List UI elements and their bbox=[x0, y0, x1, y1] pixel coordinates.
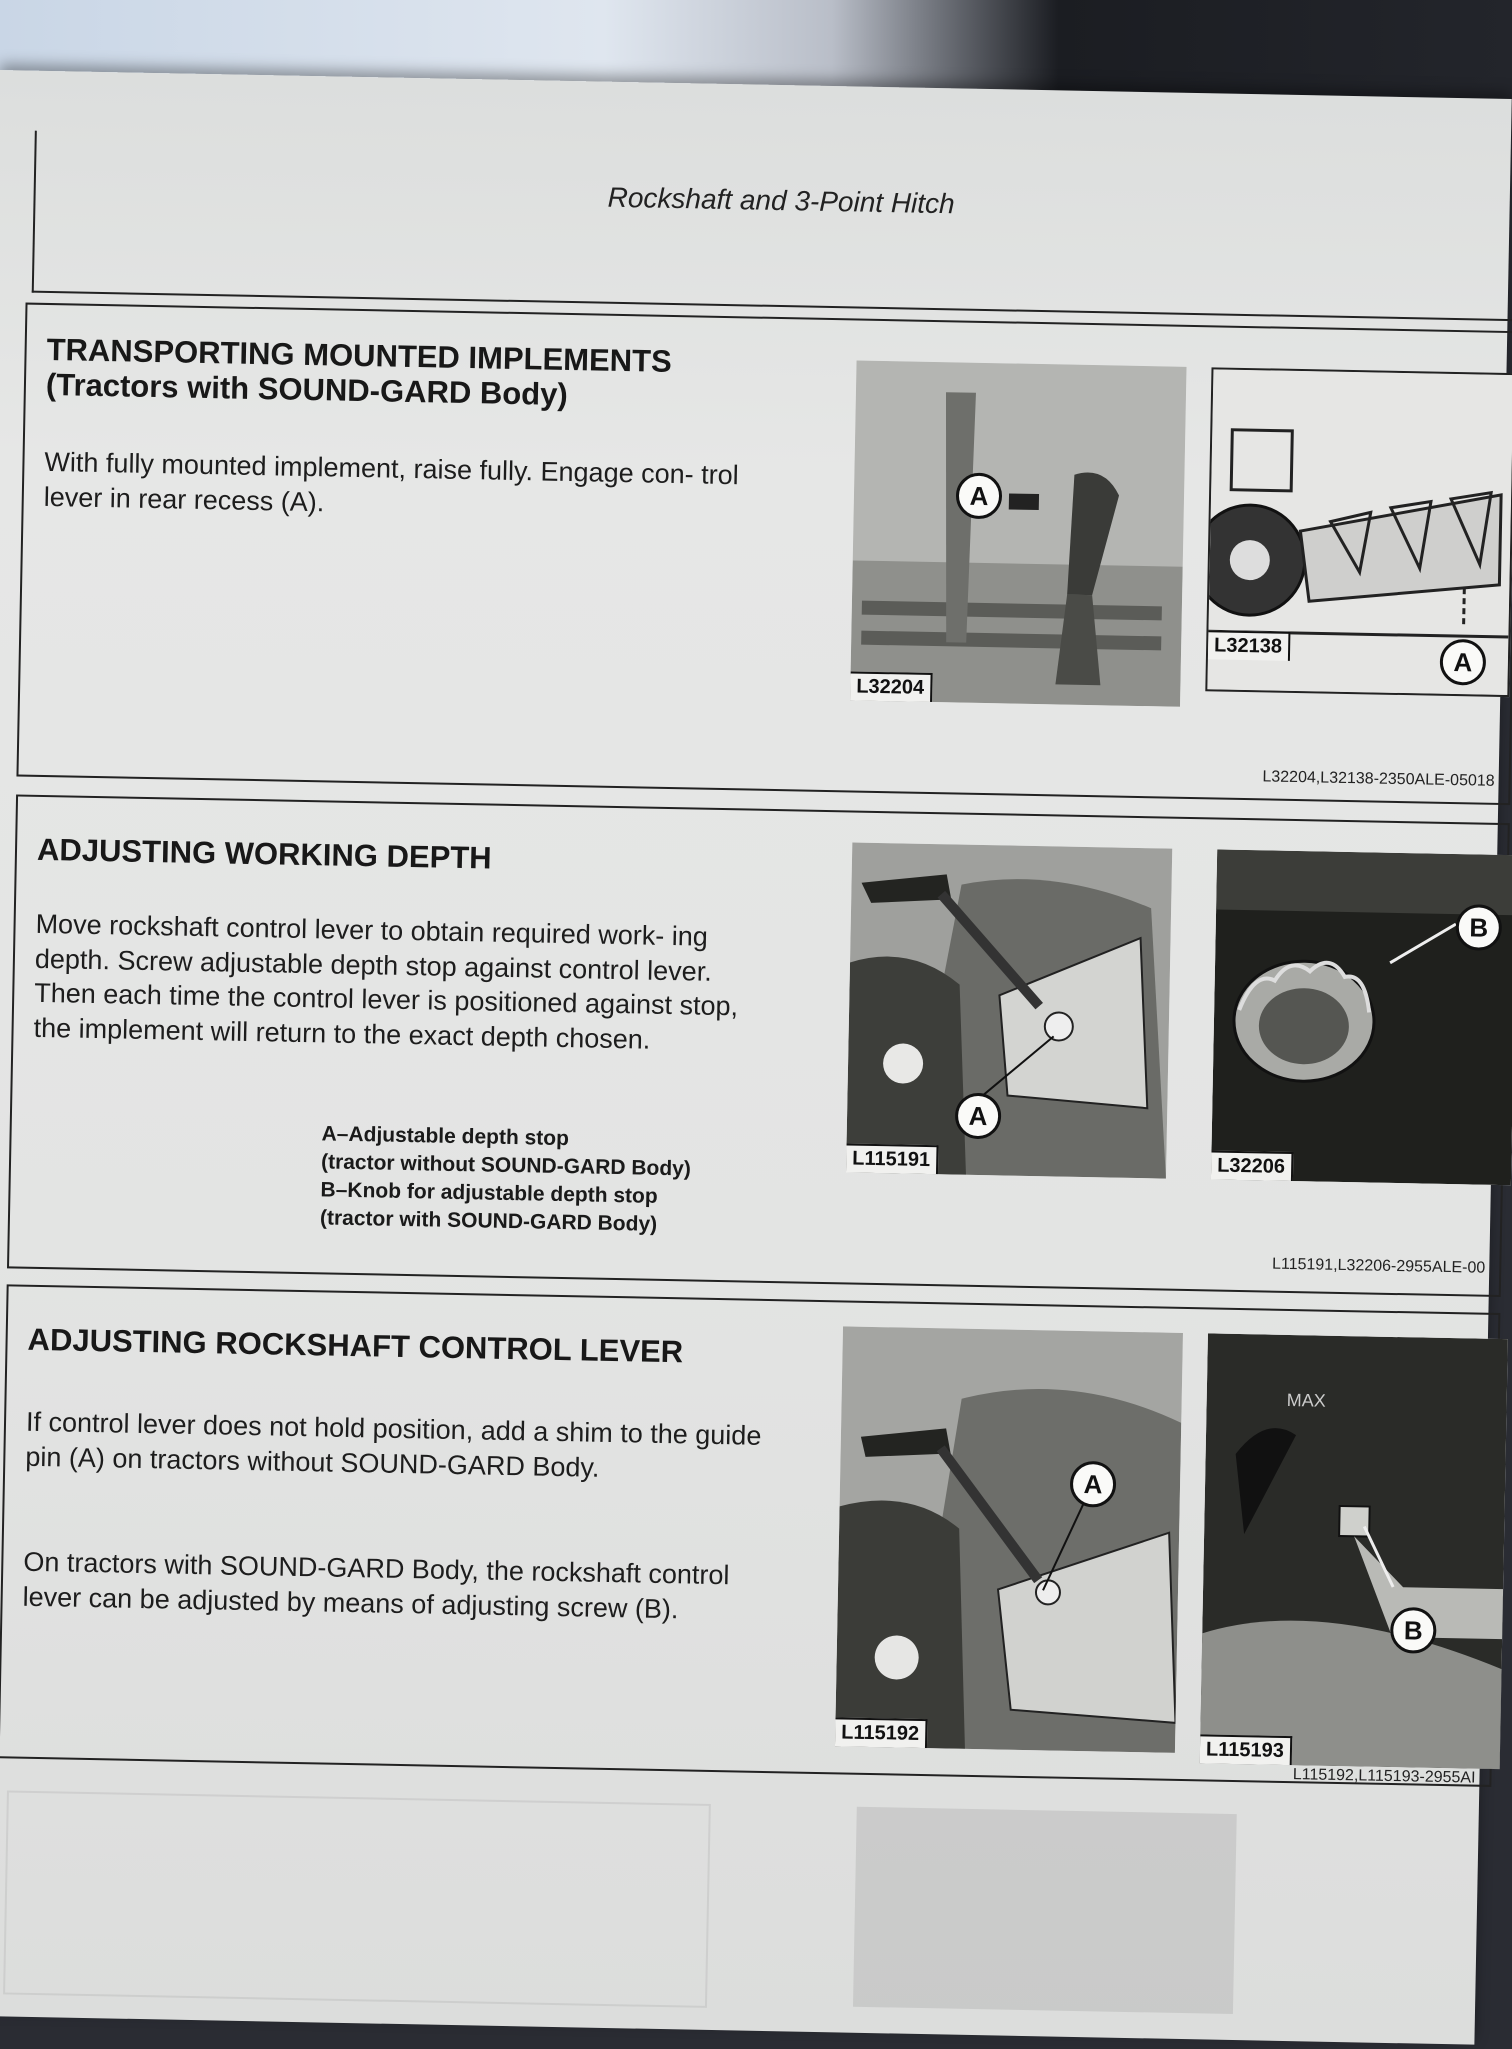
depth-stop-photo bbox=[846, 843, 1172, 1179]
knob-photo bbox=[1211, 850, 1512, 1186]
section-body-paragraph: On tractors with SOUND-GARD Body, the rockshaft control lever can be adjusted by means of adjusting screw (B). bbox=[22, 1546, 730, 1624]
section-transporting-implements bbox=[16, 303, 1512, 806]
callout-b: B bbox=[1390, 1607, 1437, 1654]
section-title: ADJUSTING ROCKSHAFT CONTROL LEVER bbox=[27, 1321, 684, 1370]
figure-photo bbox=[835, 1326, 1183, 1752]
section-title bbox=[46, 333, 672, 414]
faint-figure bbox=[853, 1807, 1237, 2014]
section-body: Move rockshaft control lever to obtain required work- ing depth. Screw adjustable depth stop against control lever. Then each time the control lever is positioned against stop, the implement will return to the exact depth chosen. bbox=[33, 908, 739, 1055]
figure-photo bbox=[850, 360, 1186, 706]
callout-a: A bbox=[1070, 1461, 1117, 1508]
adjusting-screw-photo bbox=[1200, 1333, 1508, 1769]
next-page-bleed-through bbox=[3, 1790, 1427, 2047]
figure-label: L115193 bbox=[1200, 1734, 1292, 1765]
max-stamp: MAX bbox=[1286, 1389, 1326, 1411]
figure-label: L115191 bbox=[846, 1143, 938, 1174]
figure-photo bbox=[1200, 1333, 1508, 1769]
title-line: (Tractors with SOUND-GARD Body) bbox=[45, 366, 569, 412]
running-head: Rockshaft and 3-Point Hitch bbox=[607, 181, 955, 220]
figure-caption bbox=[320, 1120, 692, 1240]
callout-a: A bbox=[955, 1093, 1002, 1140]
callout-b: B bbox=[1455, 904, 1502, 951]
guide-pin-photo bbox=[835, 1326, 1183, 1752]
manual-page bbox=[0, 70, 1512, 2045]
section-body: With fully mounted implement, raise fully. Engage con- trol lever in rear recess (A). bbox=[43, 446, 739, 517]
reference-code: L115191,L32206-2955ALE-00 bbox=[1271, 1255, 1486, 1277]
figure-label: L32206 bbox=[1211, 1150, 1293, 1181]
figure-photo bbox=[1211, 850, 1512, 1186]
section-body-paragraph: If control lever does not hold position, add a shim to the guide pin (A) on tractors without SOUND-GARD Body. bbox=[25, 1406, 762, 1483]
figure-drawing bbox=[1205, 367, 1512, 697]
figure-label: L115192 bbox=[835, 1717, 927, 1748]
reference-code: L32204,L32138-2350ALE-05018 bbox=[1262, 768, 1495, 790]
figure-photo bbox=[846, 843, 1172, 1179]
figure-label: L32204 bbox=[850, 671, 932, 702]
lever-photo-illustration bbox=[850, 360, 1186, 706]
callout-a: A bbox=[956, 472, 1003, 519]
title-line: TRANSPORTING MOUNTED IMPLEMENTS bbox=[46, 331, 673, 379]
callout-a: A bbox=[1439, 639, 1486, 686]
caption-line: (tractor without SOUND-GARD Body) bbox=[320, 1150, 692, 1181]
section-title: ADJUSTING WORKING DEPTH bbox=[36, 831, 492, 876]
caption-line: B–Knob for adjustable depth stop bbox=[320, 1178, 658, 1209]
figure-label: L32138 bbox=[1208, 630, 1290, 661]
header-rule bbox=[32, 131, 1512, 321]
faint-box bbox=[3, 1790, 711, 2007]
section-working-depth bbox=[7, 794, 1510, 1297]
caption-line: A–Adjustable depth stop bbox=[321, 1122, 570, 1151]
section-rockshaft-lever bbox=[0, 1284, 1500, 1787]
caption-line: (tractor with SOUND-GARD Body) bbox=[319, 1206, 658, 1237]
reference-code: L115192,L115193-2955AI bbox=[1292, 1766, 1476, 1787]
